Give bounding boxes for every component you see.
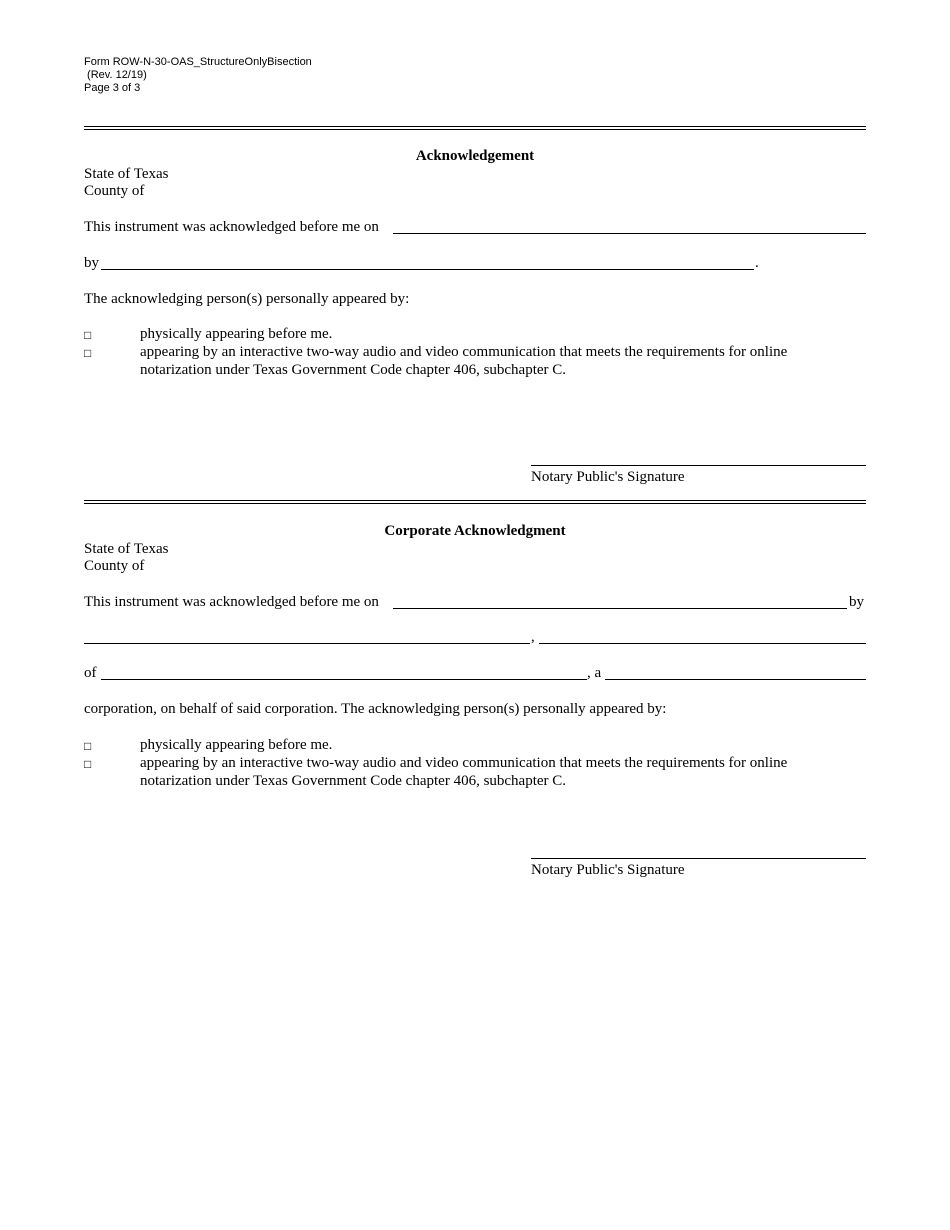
- corp-instrument-label: This instrument was acknowledged before me on: [84, 594, 379, 610]
- ack-name-field[interactable]: [101, 269, 754, 270]
- ack-state: State of Texas: [84, 166, 169, 182]
- corp-date-field[interactable]: [393, 608, 847, 609]
- ack-by-label: by: [84, 255, 99, 271]
- form-header: [84, 56, 312, 95]
- ack-checkbox-physical[interactable]: □: [84, 328, 92, 342]
- ack-checkbox-remote[interactable]: □: [84, 346, 92, 360]
- corp-officer-name-field[interactable]: [84, 643, 530, 644]
- ack-title: Acknowledgement: [415, 148, 535, 164]
- corp-state-of-incorporation-field[interactable]: [605, 679, 866, 680]
- corp-behalf-text: corporation, on behalf of said corporation. The acknowledging person(s) personally appeared by:: [84, 701, 667, 717]
- corp-comma: ,: [531, 629, 535, 645]
- ack-county: County of: [84, 183, 145, 199]
- ack-appeared-text: The acknowledging person(s) personally appeared by:: [84, 291, 410, 307]
- ack-option-remote: appearing by an interactive two-way audio and video communication that meets the requirements for online notarization under Texas Government Code chapter 406, subchapter C.: [140, 344, 788, 378]
- corp-checkbox-remote[interactable]: □: [84, 757, 92, 771]
- corp-name-field[interactable]: [101, 679, 587, 680]
- corp-signature-line[interactable]: [531, 858, 866, 859]
- section-divider: [84, 126, 866, 130]
- corp-title: Corporate Acknowledgment: [384, 523, 566, 539]
- corp-signature-label: Notary Public's Signature: [531, 862, 685, 878]
- corp-checkbox-physical[interactable]: □: [84, 739, 92, 753]
- ack-instrument-label: This instrument was acknowledged before me on: [84, 219, 379, 235]
- page-number: Page 3 of 3: [84, 82, 141, 94]
- corp-state: State of Texas: [84, 541, 169, 557]
- corp-officer-title-field[interactable]: [539, 643, 866, 644]
- ack-signature-label: Notary Public's Signature: [531, 469, 685, 485]
- ack-option-physical: physically appearing before me.: [140, 326, 333, 342]
- ack-signature-line[interactable]: [531, 465, 866, 466]
- ack-date-field[interactable]: [393, 233, 866, 234]
- corp-option-remote: appearing by an interactive two-way audio and video communication that meets the requirements for online notarization under Texas Government Code chapter 406, subchapter C.: [140, 755, 788, 789]
- form-revision: (Rev. 12/19): [84, 69, 147, 81]
- form-id: Form ROW-N-30-OAS_StructureOnlyBisection: [84, 56, 312, 68]
- corp-of-label: of: [84, 665, 97, 681]
- corp-option-physical: physically appearing before me.: [140, 737, 333, 753]
- section-divider: [84, 500, 866, 504]
- corp-a-label: , a: [587, 665, 602, 681]
- ack-period: .: [755, 255, 759, 271]
- corp-county: County of: [84, 558, 145, 574]
- corp-by-label: by: [849, 594, 864, 610]
